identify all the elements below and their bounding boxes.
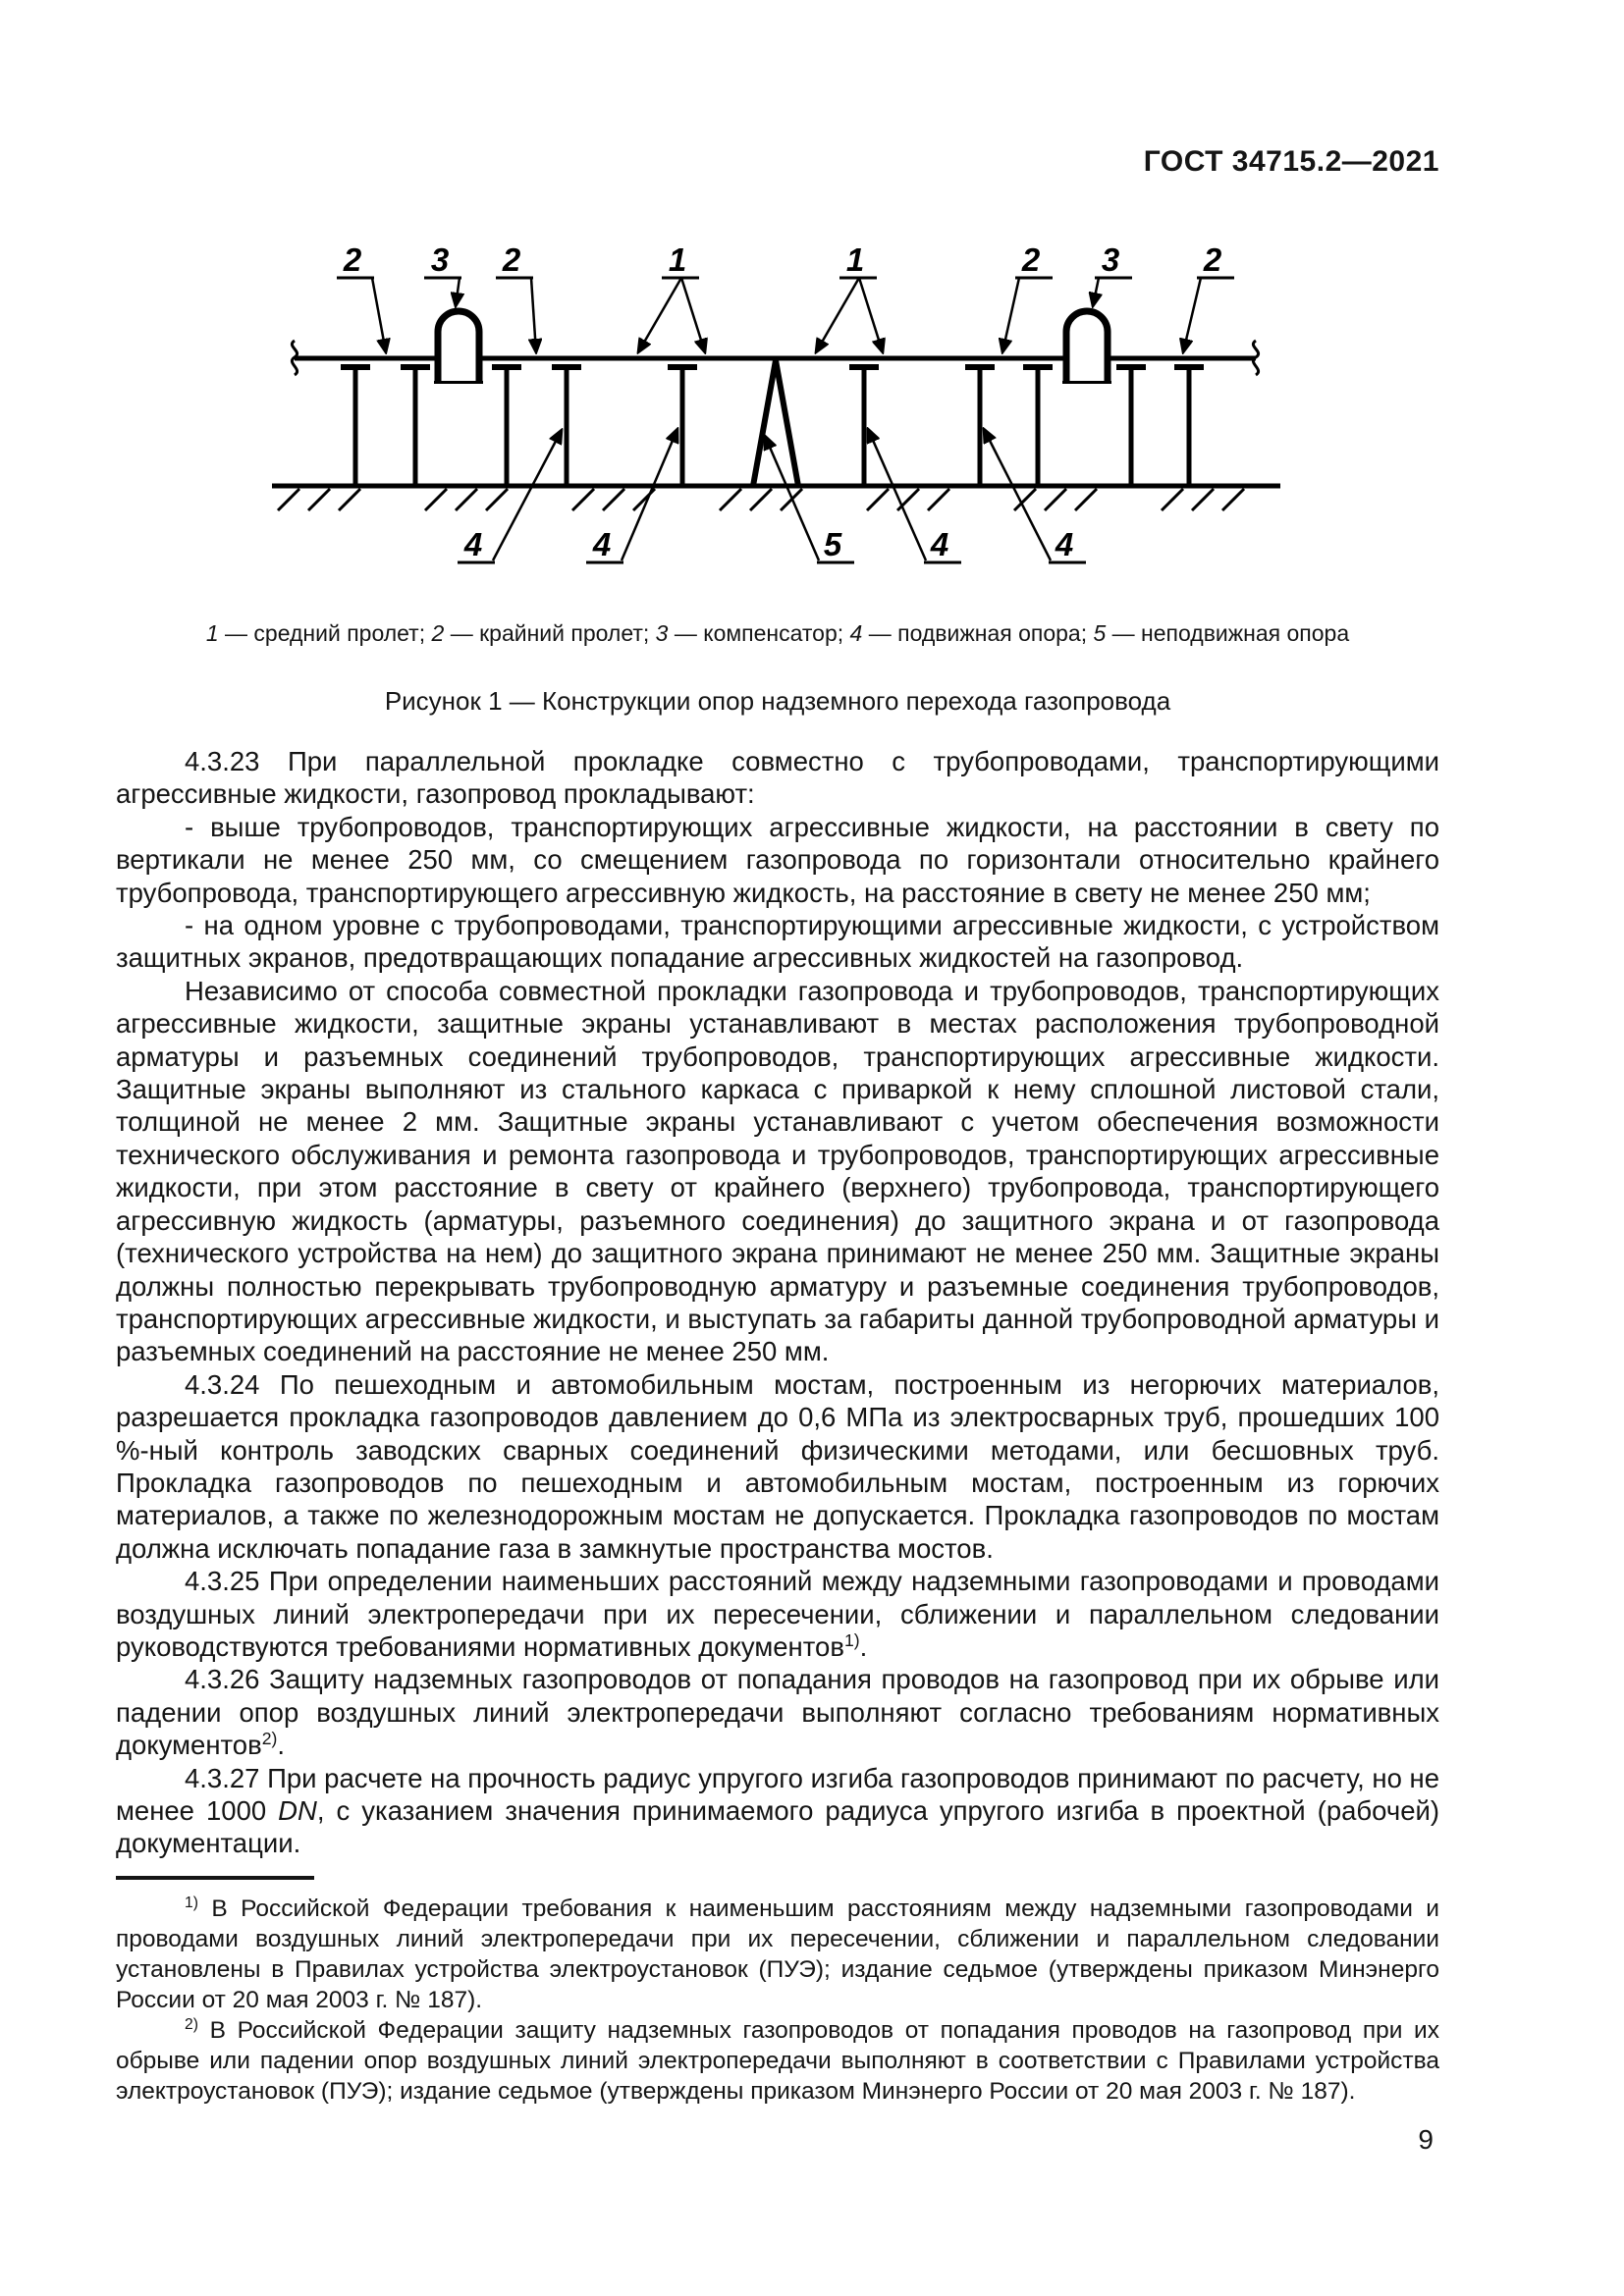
- callout-label: 2: [343, 241, 362, 278]
- compensator-left: [434, 311, 483, 383]
- footnote-2: $^{2)}$ В Российской Федерации защиту надземных газопроводов от попадания проводов на газопровод при их обрыве или падении опор воздушных линий электропередачи выполняют в соответствии с Правилами устройства электроустановок (ПУЭ); издание седьмое (утверждены приказом Минэнерго России от 20 мая 2003 г. № 187).: [116, 2015, 1439, 2105]
- callout-label: 1: [845, 241, 865, 278]
- ground-hatching: [278, 489, 1244, 510]
- paragraph-screens: Независимо от способа совместной прокладки газопровода и трубопроводов, транспортирующих агрессивные жидкости, защитные экраны устанавливают в местах расположения трубопроводной арматуры и разъемных соединений трубопроводов, транспортирующих агрессивные жидкости. Защитные экраны выполняют из стального каркаса с приваркой к нему сплошной листовой стали, толщиной не менее 2 мм. Защитные экраны устанавливают с учетом обеспечения возможности технического обслуживания и ремонта газопровода и трубопроводов, транспортирующих агрессивные жидкости, при этом расстояние в свету от крайнего (верхнего) трубопровода, транспортирующего агрессивную жидкость (арматуры, разъемного соединения) до защитного экрана и от газопровода (технического устройства на нем) до защитного экрана принимают не менее 250 мм. Защитные экраны должны полностью перекрывать трубопроводную арматуру и разъемные соединения трубопроводов, транспортирующих агрессивные жидкости, и выступать за габариты данной трубопроводной арматуры и разъемных соединений на расстояние не менее 250 мм.: [116, 975, 1439, 1367]
- paragraph-dash-same-level: - на одном уровне с трубопроводами, транспортирующими агрессивные жидкости, с устройством защитных экранов, предотвращающих попадание агрессивных жидкостей на газопровод.: [116, 910, 1439, 974]
- callout-label: 4: [463, 526, 483, 562]
- doc-code-header: ГОСТ 34715.2—2021: [1143, 145, 1439, 178]
- movable-support: [965, 364, 995, 486]
- compensator-right: [1062, 311, 1111, 383]
- paragraph-dash-above: - выше трубопроводов, транспортирующих агрессивные жидкости, на расстоянии в свету по вертикали не менее 250 мм, со смещением газопровода по горизонтали относительно крайнего трубопровода, транспортирующего агрессивную жидкость, на расстояние в свету не менее 250 мм;: [116, 811, 1439, 908]
- callout-labels-bottom: [458, 429, 1086, 562]
- footnote-1: $^{1)}$ В Российской Федерации требования к наименьшим расстояниям между надземными газопроводами и проводами воздушных линий электропередачи при их пересечении, сближении и параллельном следовании установлены в Правилах устройства электроустановок (ПУЭ); издание седьмое (утверждены приказом Минэнерго России от 20 мая 2003 г. № 187).: [116, 1894, 1439, 2013]
- movable-support: [1023, 364, 1053, 486]
- callout-label: 1: [668, 241, 687, 278]
- callout-label: 3: [1101, 241, 1120, 278]
- movable-support: [1174, 364, 1204, 486]
- paragraph-4-3-23: 4.3.23 При параллельной прокладке совместно с трубопроводами, транспортирующими агрессивные жидкости, газопровод прокладывают:: [116, 746, 1439, 810]
- break-symbol-right: [1253, 341, 1258, 375]
- callout-label: 2: [1021, 241, 1041, 278]
- callout-label: 4: [930, 526, 949, 562]
- paragraph-4-3-26: 4.3.26 Защиту надземных газопроводов от попадания проводов на газопровод при их обрыве или падении опор воздушных линий электропередачи выполняют согласно требованиям нормативных документов$^{2)}$.: [116, 1664, 1439, 1761]
- body-text: [116, 745, 1439, 1860]
- paragraph-4-3-25: 4.3.25 При определении наименьших расстояний между надземными газопроводами и проводами воздушных линий электропередачи при их пересечении, сближении и параллельном следовании руководствуются требованиями нормативных документов$^{1)}$.: [116, 1566, 1439, 1662]
- page-number: 9: [1418, 2123, 1434, 2155]
- movable-support: [668, 364, 697, 486]
- figure-caption: Рисунок 1 — Конструкции опор надземного перехода газопровода: [384, 686, 1171, 716]
- footnote-separator: [116, 1876, 314, 1880]
- callout-label: 4: [1055, 526, 1074, 562]
- callout-label: 5: [823, 526, 842, 562]
- figure1-diagram: [267, 226, 1288, 589]
- paragraph-4-3-24: 4.3.24 По пешеходным и автомобильным мостам, построенным из негорючих материалов, разрешается прокладка газопроводов давлением до 0,6 МПа из электросварных труб, прошедших 100 %-ный контроль заводских сварных соединений физическими методами, или бесшовных труб. Прокладка газопроводов по пешеходным и автомобильным мостам, построенным из горючих материалов, а также по железнодорожным мостам не допускается. Прокладка газопроводов по мостам должна исключать попадание газа в замкнутые пространства мостов.: [116, 1368, 1439, 1564]
- break-symbol-left: [292, 341, 297, 375]
- movable-support: [552, 364, 581, 486]
- movable-support: [492, 364, 521, 486]
- footnotes: [116, 1894, 1439, 2107]
- movable-support: [341, 364, 370, 486]
- leader-arrows-bottom: [493, 429, 1051, 561]
- figure-legend: 1 — средний пролет; 2 — крайний пролет; 3 — компенсатор; 4 — подвижная опора; 5 — неподвижная опора: [205, 620, 1350, 646]
- callout-label: 3: [430, 241, 450, 278]
- callout-label: 2: [502, 241, 521, 278]
- fixed-support: [753, 360, 798, 486]
- movable-support: [849, 364, 879, 486]
- paragraph-4-3-27: 4.3.27 При расчете на прочность радиус упругого изгиба газопроводов принимают по расчету, но не менее 1000 DN, с указанием значения принимаемого радиуса упругого изгиба в проектной (рабочей) документации.: [116, 1762, 1440, 1859]
- movable-support: [1116, 364, 1146, 486]
- movable-support: [401, 364, 430, 486]
- figure1: [116, 226, 1439, 716]
- callout-label: 2: [1203, 241, 1222, 278]
- callout-label: 4: [592, 526, 612, 562]
